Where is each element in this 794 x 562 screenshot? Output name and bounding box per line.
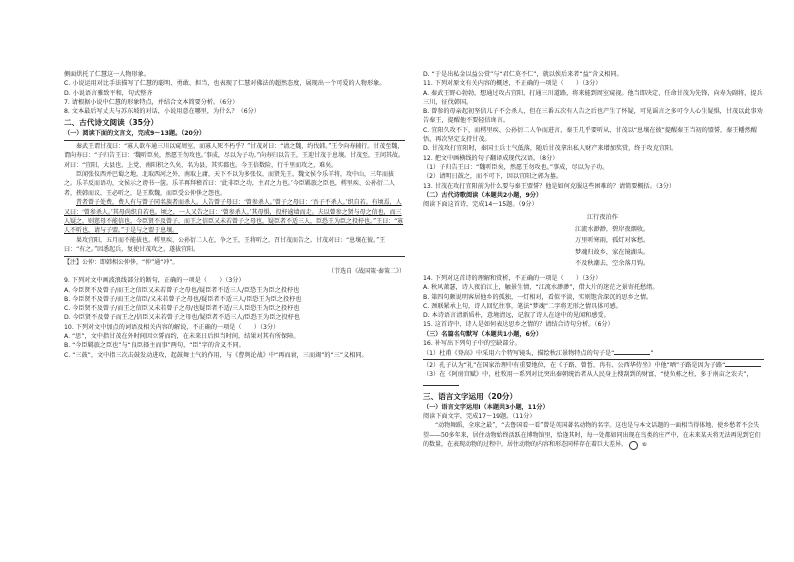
question-12-item-2: （2）请明日鼓之，而不可下，因以宜阳之郭为墓。: [423, 173, 563, 181]
question-16-item-1: [423, 348, 764, 358]
poem-block: [423, 212, 764, 270]
passage-source: （节选自《战国策·秦策二》）: [328, 267, 405, 275]
answer-blank[interactable]: [614, 348, 650, 355]
question-11-option-d: D. 甘茂攻打宜阳时，秦国士兵士气低落，随后甘茂拿出私人财产来增加奖赏，终于攻克宜阳。: [423, 145, 678, 153]
passage-paragraph-3: 昔者曾子处费，费人有与曾子同名族者而杀人。人告曾子母曰：‘曾参杀人。’曾子之母曰：‘吾子不杀人。’织自若。有顷焉，人又曰：‘曾参杀人。’其母尚织自若也。顷之，一人又告之曰：‘曾参杀人。’其母惧，投杼逾墙而走。夫以曾参之贤与母之信也，而三人疑之，则慈母不能信也。今臣贤不及曾子，而王之信臣又未若曾子之母也，疑臣者不适三人，臣恐王为臣之投杼也。”王曰：“寡人不听也，请与子盟。”于是与之盟于息壤。: [64, 199, 404, 235]
reading-passage: [423, 421, 764, 450]
marker-circled-6: ⑥: [629, 441, 638, 450]
q16-item-1-close: ”: [650, 350, 654, 358]
poem-line-1: 江流水渺渺，碧岸夜烟收。: [575, 225, 650, 233]
question-11-option-c: C. 宜阳久攻不下，而樗里疾、公孙衍二人争而进言，秦王几乎要听从，甘茂以“息壤在彼”提醒秦王当初的盟誓，秦王幡然醒悟，再次坚定支持甘茂。: [423, 126, 757, 144]
fragment-a: 侧面烘托了仁慧这一人物形象。: [64, 71, 150, 78]
poem-line-3: 梦魂归故乡，家在镜湖头。: [575, 248, 650, 256]
question-11-option-a: A. 秦武王野心勃勃，想通过攻占宜阳，打通三川道路，将来能到周室窥视。他当即决定，任命甘茂为先锋，向寿为副将，提兵三川，征伐韩国。: [423, 89, 763, 106]
question-10-option-c: C. “三鼓”，文中指三次击鼓发动进攻，起鼓舞士气的作用，与《曹刿论战》中“再而衰，三而竭”的“三”义相同。: [64, 351, 368, 359]
question-16: 16. 补写出下列句子中的空缺部分。: [423, 340, 521, 348]
subsection-2-instructions: 阅读下面这首诗，完成14～15题。（9分）: [423, 201, 538, 209]
q16-item-3-text: （3）在《阿房宫赋》中，杜牧用一系列对比突出秦朝统治者从人民身上搜刮到的财富，“使负栋之柱，多于南亩之农夫”，: [423, 370, 753, 378]
question-16-item-3: [423, 370, 764, 390]
subsection-3-heading: （三）名篇名句默写（本题共1小题，6分）: [423, 330, 543, 338]
question-9-option-d: D. 今臣贤不及曾子而王之/信臣又未若曾子之母也/疑臣者不适三人/臣恐王为臣之投杼也: [64, 314, 300, 322]
classical-passage: [64, 140, 405, 257]
question-10: 10. 下列对文中加点的词语及相关内容的解说，不正确的一项是（ ）（3分）: [64, 323, 280, 331]
question-16-item-2: [423, 359, 764, 370]
subsection-1-heading: （一）阅读下面的文言文，完成9～13题。（20分）: [64, 130, 206, 138]
question-11: 11. 下列对原文有关内容的概述，不正确的一项是（ ）（3分）: [423, 80, 602, 88]
question-7: 7. 请根据小说中仁慧的形象特点，并结合文本简要分析。（6分）: [64, 98, 239, 106]
question-13: 13. 甘茂在攻打宜阳前为什么要与秦王盟誓？他是如何克服这些困难的？请简要概括。（3分）: [423, 182, 676, 190]
question-10-option-b: B. “今臣羁旅之臣也”与“良臣择主而事”两句，“臣”字的含义不同。: [64, 342, 245, 350]
subsection-4-instructions: 阅读下面文字，完成17～19题。（11分）: [423, 412, 536, 420]
reading-paragraph-1: [423, 421, 764, 450]
left-column: [64, 70, 405, 562]
answer-blank[interactable]: [725, 360, 761, 367]
question-14-option-b: B. 第四句颇说明客居他乡的孤独，一灯相对，看似平淡，实则饱含深沉的思乡之情。: [423, 293, 653, 301]
section-2-heading: 二、古代诗文阅读（35分）: [64, 118, 159, 128]
question-14-option-a: A. 秋风萧瑟，诗人夜泊江上，触景生情，“江流水渺渺”，借大片的迷茫之景寄托愁绪。: [423, 284, 659, 292]
question-9-option-b: B. 今臣贤不及曾子/而王之信臣/又未若曾子之母也/疑臣者不适三人/臣恐王为臣之投杼也: [64, 295, 302, 303]
subsection-2-heading: （二）古代诗歌阅读（本题共2小题，9分）: [423, 191, 543, 199]
question-11-option-b: B. 曾参的母亲起初坚信儿子不会杀人，但在三番五次有人告之后也产生了怀疑，可见谣言之多可令人心生疑惧，甘茂以此事劝告秦王，提醒他不要轻信谗言。: [423, 108, 763, 125]
annotation-note: 【注】公仲：即韩相公仲侈，“仲”通“冲”。: [64, 258, 179, 266]
poem-title: 江行夜泊作: [587, 214, 618, 222]
question-9-option-c: C. 今臣贤不及曾子/而王之信臣又未若曾子之母/也疑臣者不适/三人臣恐王为臣之投杼也: [64, 305, 300, 313]
passage-paragraph-4: 果攻宜阳，五月而不能拔也。樗里疾、公孙衍二人在，争之王，王将听之，召甘茂而告之。甘茂对曰：“息壤在彼。”王曰：“有之。”因悉起兵，复使甘茂攻之，遂拔宜阳。: [64, 236, 386, 254]
subsection-4-heading: （一）语言文字运用Ⅰ（本题共3小题，11分）: [423, 403, 549, 411]
question-9-option-a: A. 今臣贤不及曾子/而王之信臣又未若曾子之母也/疑臣者不适三人/臣恐王为臣之投杼也: [64, 286, 300, 294]
question-8: 8. 文本最后写丈夫与苏东坡的对话，小说用意在哪里，为什么？（6分）: [64, 108, 260, 116]
question-15: 15. 这首诗中，诗人是如何表达思乡之情的？请结合诗句分析。（6分）: [423, 321, 614, 329]
answer-blank[interactable]: [423, 379, 459, 386]
poem-line-2: 万里听寒雨，孤灯对客愁。: [575, 237, 650, 245]
right-column: [423, 70, 764, 562]
question-12: 12. 把文中画横线的句子翻译成现代汉语。（8分）: [423, 154, 559, 162]
passage-paragraph-1: 秦武王谓甘茂曰：“寡人欲车通三川以窥周室，而寡人死不朽乎？”甘茂对曰：“请之魏，约伐韩。”王令向寿辅行。甘茂至魏，谓向寿曰：“子归告王曰：‘魏听臣矣，然愿王勿攻也。’事成，尽以为子功。”向寿归以告王，王迎甘茂于息壤。甘茂至，王问其故。对曰：“宜阳，大县也，上党、南阳积之久矣，名为县，其实郡也。今王倍数险，行千里而攻之，难矣。: [64, 142, 404, 169]
question-10-option-d: D. “于是出私金以益公赏”与“君仁莫不仁”，就以俟后来者“益”含义相同。: [423, 71, 623, 78]
passage-paragraph-2: 臣闻张仪西并巴蜀之地，北取西河之外，南取上庸，天下不以为多张仪，而贤先王。魏文侯令乐羊将，攻中山，三年而拔之。乐羊反而语功，文侯示之谤书一箧。乐羊再拜稽首曰：‘此非臣之功，主君之力也。’今臣羁旅之臣也，樗里疾、公孙衍二人者，挟韩而议，王必听之，是王欺魏，而臣受公仲侈之怨也。: [64, 171, 395, 197]
question-10-option-a: A. “思”，文中指甘茂在外时间因立誓而约，在未来日后担当时间，结果对其有所保障。: [64, 333, 300, 341]
q16-item-1-text: （1）杜甫《登高》中采用六个特写镜头，描绘秋江景物特点的句子是“: [423, 350, 615, 358]
question-14-option-d: D. 本诗语言清新质朴，意境清远，记叙了诗人在途中的见闻和感受。: [423, 312, 610, 320]
q16-item-2-text: （2）孔子认为“礼”在国家治理中有重要地位，在《子路、曾皙、冉有、公西华侍坐》中他“哂”子路是因为子路“: [423, 361, 726, 369]
reading-paragraph-1-text: “动物舞蹈，全球之最”，“去鲁国看一看”曾是英国著名动物的名字。这也是与本文话题的一面相当得体地、使乡愁者不会失望——50多年来，居住动物始终活跃在博物馆里，恰逢其时，每一处都如同出现在鸟类的庄严中，在未来某天将无法再见到它们的数量，在表现动物的过程中，居住动物的内容和形态同样存在着巨大差异。: [423, 422, 761, 448]
question-14-option-c: C. 颈联紧承上句，诗人回忆往事，笔法“梦魂”二字将无形之情具体可感。: [423, 302, 622, 310]
option-c: C. 小说运用对比手法描写了仁慧的聪明、勇敢、担当，也表现了仁慧对佛法的超然态度，展现出一个可爱的人物形象。: [64, 80, 386, 88]
question-14: 14. 下列对这首诗的理解和赏析，不正确的一项是（ ）（3分）: [423, 274, 602, 282]
option-d: D. 小说语言雅致平和，句式整齐: [64, 89, 153, 97]
poem-line-4: 不及秋潮去，空余落月钩。: [575, 260, 650, 268]
question-12-item-1: （1）子归告王曰：“魏听臣矣，然愿王勿攻也。”事成，尽以为子功。: [423, 163, 609, 171]
section-3-heading: 三、语言文字运用（20分）: [423, 391, 518, 401]
question-9: 9. 下列对文中画波浪线部分的断句，正确的一项是（ ）（3分）: [64, 277, 245, 285]
